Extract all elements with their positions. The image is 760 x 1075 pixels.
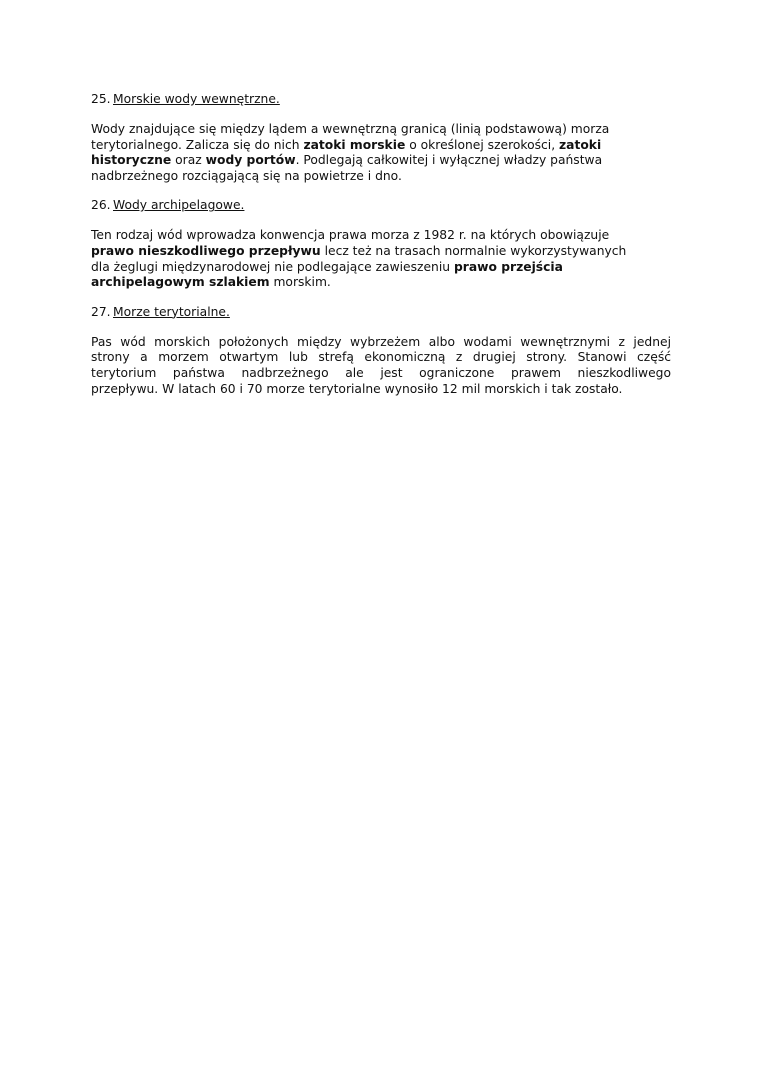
section-paragraph: [91, 122, 671, 184]
bold-term: wody portów: [205, 153, 296, 168]
text-run: . Podlegają całkowitej i wyłącznej władzy państwa: [295, 153, 603, 168]
section-heading: [91, 92, 671, 108]
paragraph-line: [91, 244, 671, 260]
paragraph-line: [91, 366, 671, 382]
section-number: 26.: [91, 198, 111, 213]
text-run: przepływu. W latach 60 i 70 morze terytorialne wynosiło 12 mil morskich i tak zostało.: [91, 381, 623, 396]
text-run: terytorium państwa nadbrzeżnego ale jest ograniczone prawem nieszkodliwego: [91, 365, 671, 380]
text-run: morskim.: [269, 275, 331, 290]
section-heading: [91, 198, 671, 214]
bold-term: zatoki morskie: [303, 137, 406, 152]
section-paragraph: [91, 335, 671, 397]
paragraph-line: [91, 122, 671, 138]
paragraph-line: [91, 260, 671, 276]
section-title: Morze terytorialne.: [113, 304, 230, 319]
section-title: Wody archipelagowe.: [113, 198, 245, 213]
section-title: Morskie wody wewnętrzne.: [113, 92, 280, 106]
section-heading: [91, 305, 671, 321]
section-number: 25.: [91, 92, 111, 106]
bold-term: archipelagowym szlakiem: [91, 275, 270, 290]
paragraph-line: [91, 138, 671, 154]
document-page: [91, 92, 671, 397]
paragraph-line: [91, 275, 671, 291]
bold-term: historyczne: [91, 153, 172, 168]
text-run: nadbrzeżnego rozciągającą się na powietrze i dno.: [91, 168, 402, 183]
section-26: [91, 198, 671, 304]
text-run: oraz: [171, 153, 206, 168]
paragraph-line: [91, 169, 671, 185]
text-run: Ten rodzaj wód wprowadza konwencja prawa morza z 1982 r. na których obowiązuje: [91, 228, 610, 243]
paragraph-line: [91, 350, 671, 366]
text-run: Wody znajdujące się między lądem a wewnętrzną granicą (linią podstawową) morza: [91, 122, 610, 136]
text-run: Pas wód morskich położonych między wybrzeżem albo wodami wewnętrznymi z jednej: [91, 334, 671, 349]
section-27: [91, 305, 671, 397]
text-run: terytorialnego. Zalicza się do nich: [91, 137, 304, 152]
paragraph-line: [91, 228, 671, 244]
text-run: dla żeglugi międzynarodowej nie podlegające zawieszeniu: [91, 259, 454, 274]
section-number: 27.: [91, 304, 111, 319]
section-25: [91, 92, 671, 198]
text-run: o określonej szerokości,: [405, 137, 560, 152]
text-run: strony a morzem otwartym lub strefą ekonomiczną z drugiej strony. Stanowi część: [91, 350, 671, 365]
paragraph-line: [91, 153, 671, 169]
bold-term: zatoki: [559, 137, 602, 152]
paragraph-line: [91, 382, 671, 398]
bold-term: prawo nieszkodliwego przepływu: [91, 243, 321, 258]
section-paragraph: [91, 228, 671, 290]
paragraph-line: [91, 335, 671, 351]
text-run: lecz też na trasach normalnie wykorzystywanych: [320, 243, 627, 258]
bold-term: prawo przejścia: [453, 259, 563, 274]
